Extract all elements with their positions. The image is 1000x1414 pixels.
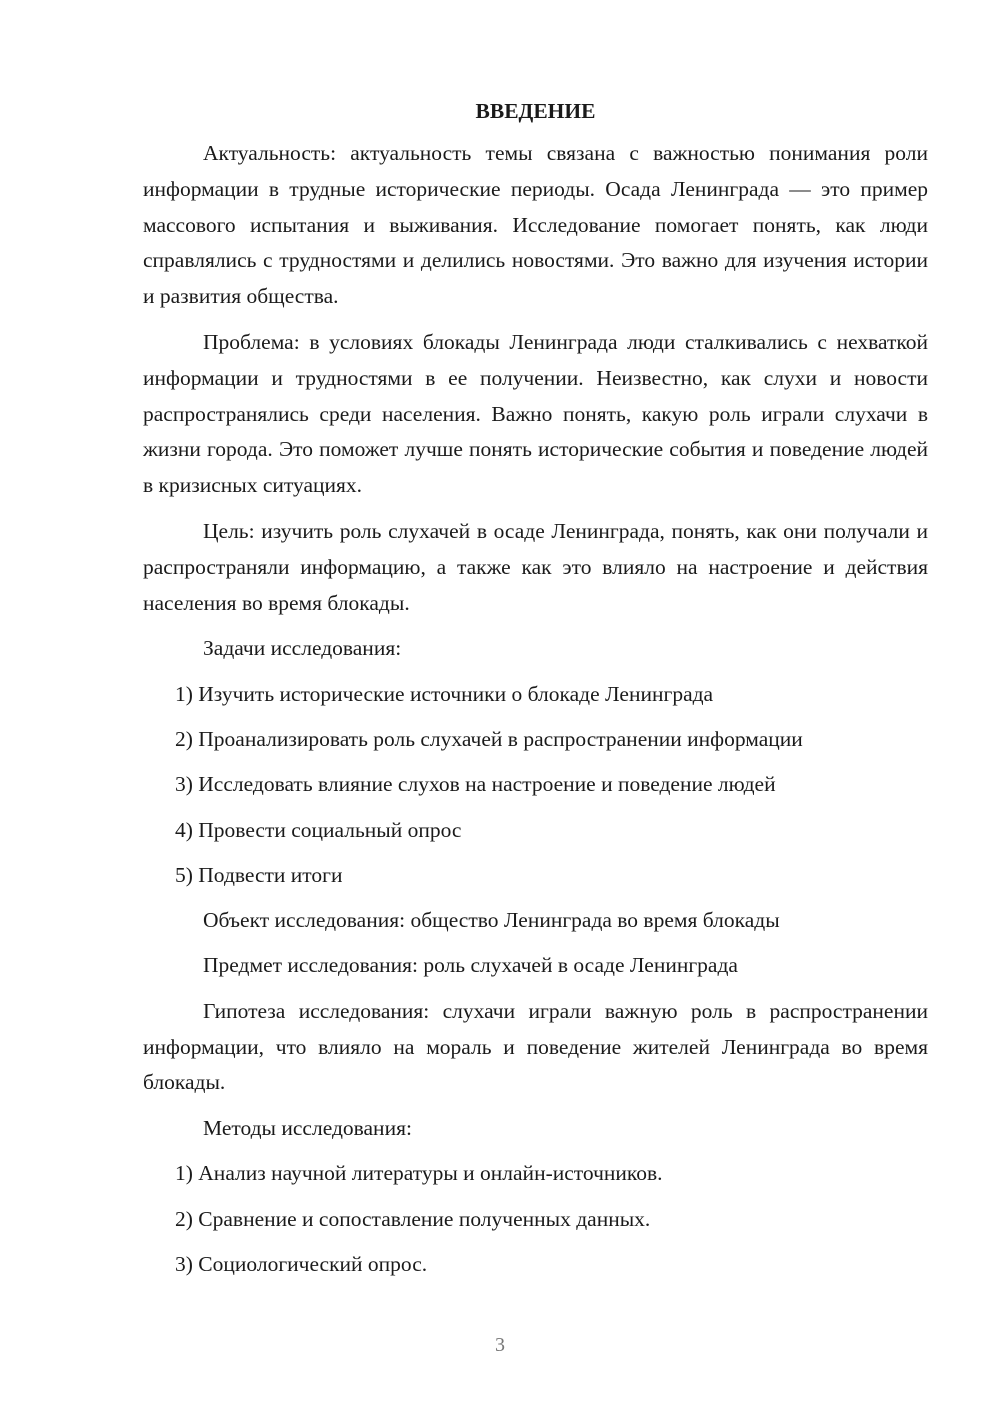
problem-paragraph: Проблема: в условиях блокады Ленинграда люди сталкивались с нехваткой информации и трудностями в ее получении. Неизвестно, как слухи и новости распространялись среди населения. Важно понять, какую роль играли слухачи в жизни города. Это поможет лучше понять исторические события и поведение людей в кризисных ситуациях. — [143, 329, 928, 498]
research-subject: Предмет исследования: роль слухачей в осаде Ленинграда — [203, 953, 738, 978]
relevance-paragraph: Актуальность: актуальность темы связана с важностью понимания роли информации в трудные исторические периоды. Осада Ленинграда — это пример массового испытания и выживания. Исследование помогает понять, как люди справлялись с трудностями и делились новостями. Это важно для изучения истории и развития общества. — [143, 141, 928, 309]
method-item: 1) Анализ научной литературы и онлайн-источников. — [175, 1161, 663, 1186]
task-item: 1) Изучить исторические источники о блокаде Ленинграда — [175, 681, 714, 706]
research-object: Объект исследования: общество Ленинграда во время блокады — [203, 908, 780, 933]
hypothesis-paragraph: Гипотеза исследования: слухачи играли важную роль в распространении информации, что влияло на мораль и поведение жителей Ленинграда во время блокады. — [143, 998, 928, 1095]
method-item: 3) Социологический опрос. — [175, 1252, 428, 1277]
tasks-heading: Задачи исследования: — [203, 636, 402, 661]
task-item: 2) Проанализировать роль слухачей в распространении информации — [175, 726, 803, 751]
task-item: 5) Подвести итоги — [175, 862, 343, 887]
section-title: ВВЕДЕНИЕ — [475, 99, 596, 123]
goal-paragraph: Цель: изучить роль слухачей в осаде Ленинграда, понять, как они получали и распространяли информацию, а также как это влияло на настроение и действия населения во время блокады. — [143, 518, 928, 615]
page-number: 3 — [495, 1334, 505, 1356]
method-item: 2) Сравнение и сопоставление полученных данных. — [175, 1206, 651, 1231]
document-page — [143, 96, 928, 1292]
methods-heading: Методы исследования: — [203, 1116, 412, 1141]
task-item: 3) Исследовать влияние слухов на настроение и поведение людей — [175, 772, 776, 797]
task-item: 4) Провести социальный опрос — [175, 817, 462, 842]
